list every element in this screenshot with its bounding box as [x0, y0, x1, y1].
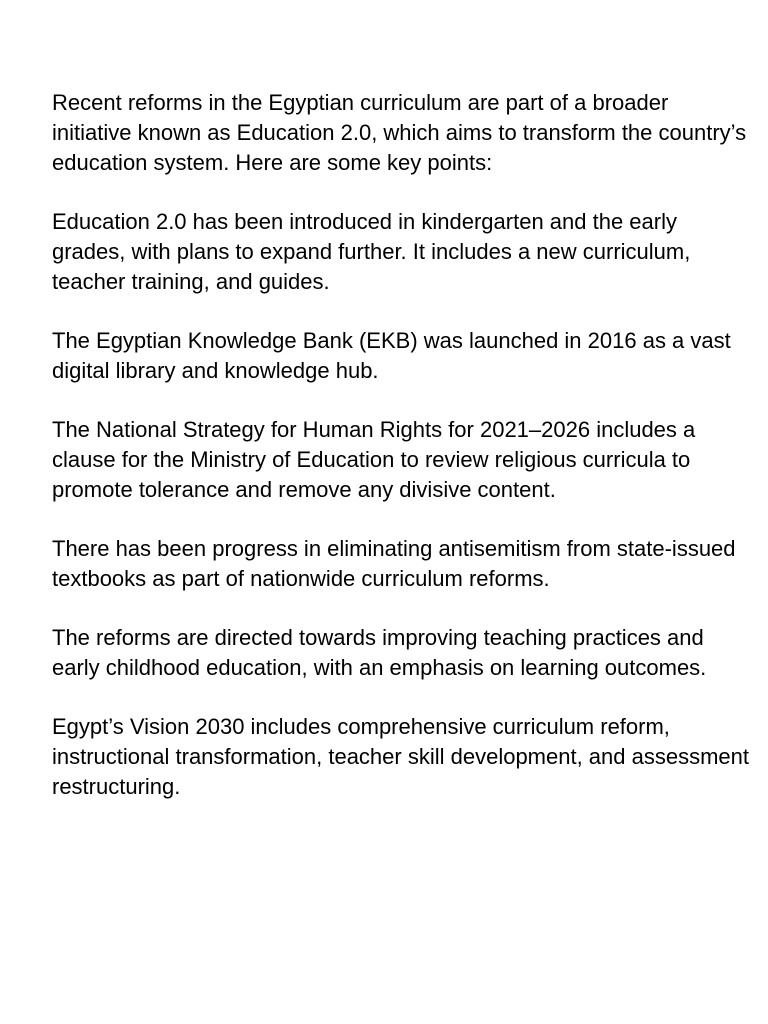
paragraph-textbooks: There has been progress in eliminating antisemitism from state-issued textbooks as part of nationwide curriculum reforms. — [52, 536, 736, 591]
paragraph-vision-2030: Egypt’s Vision 2030 includes comprehensive curriculum reform, instructional transformation, teacher skill development, and assessment restructuring. — [52, 714, 750, 799]
paragraph-education-2-0: Education 2.0 has been introduced in kindergarten and the early grades, with plans to expand further. It includes a new curriculum, teacher training, and guides. — [52, 209, 691, 294]
paragraph-ekb: The Egyptian Knowledge Bank (EKB) was launched in 2016 as a vast digital library and knowledge hub. — [52, 328, 731, 383]
document-body — [52, 88, 752, 802]
paragraph-human-rights-strategy: The National Strategy for Human Rights for 2021–2026 includes a clause for the Ministry of Education to review religious curricula to promote tolerance and remove any divisive content. — [52, 417, 696, 502]
paragraph-intro: Recent reforms in the Egyptian curriculum are part of a broader initiative known as Education 2.0, which aims to transform the country’s education system. Here are some key points: — [52, 90, 747, 175]
paragraph-teaching-practices: The reforms are directed towards improving teaching practices and early childhood education, with an emphasis on learning outcomes. — [52, 625, 707, 680]
